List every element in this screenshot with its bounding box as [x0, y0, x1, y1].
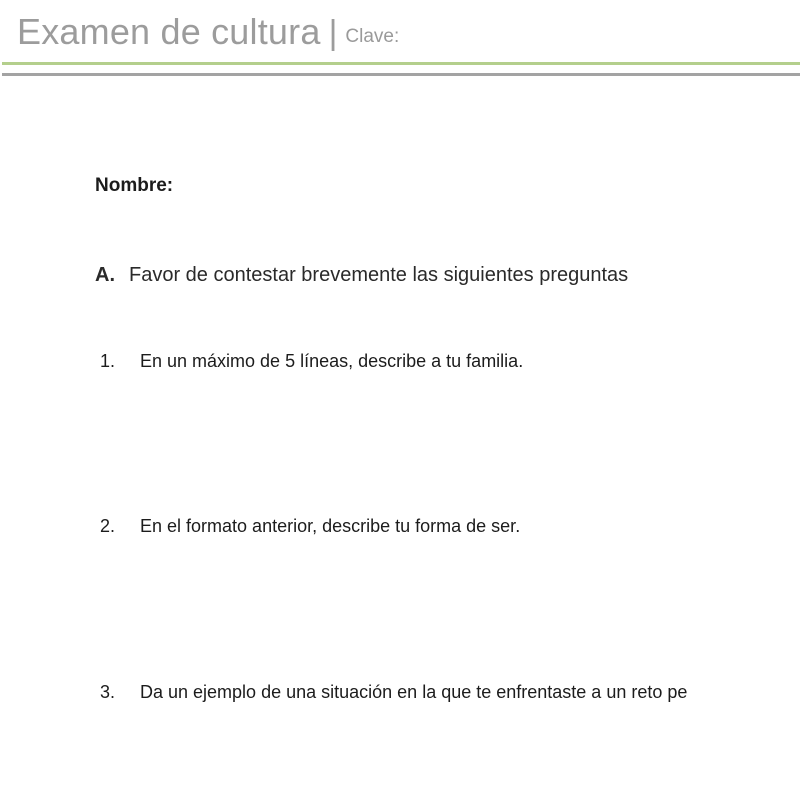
page-header: [17, 10, 399, 54]
header-green-rule: [2, 62, 800, 65]
question-text: Da un ejemplo de una situación en la que te enfrentaste a un reto pe: [140, 682, 688, 702]
question-3: [100, 682, 687, 703]
exam-title: Examen de cultura: [17, 11, 321, 52]
question-number: 3.: [100, 682, 116, 702]
clave-label: Clave:: [345, 26, 400, 47]
question-text: En el formato anterior, describe tu forma de ser.: [140, 516, 521, 536]
question-number: 1.: [100, 351, 116, 371]
section-instruction: Favor de contestar brevemente las siguientes preguntas: [129, 264, 629, 286]
section-letter: A.: [95, 264, 115, 286]
question-text: En un máximo de 5 líneas, describe a tu familia.: [140, 351, 524, 371]
section-a-heading: [95, 264, 628, 287]
question-2: [100, 516, 520, 537]
title-separator: |: [328, 14, 338, 52]
question-number: 2.: [100, 516, 116, 536]
nombre-label: Nombre:: [95, 175, 174, 196]
question-1: [100, 351, 523, 372]
header-gray-rule: [2, 73, 800, 76]
